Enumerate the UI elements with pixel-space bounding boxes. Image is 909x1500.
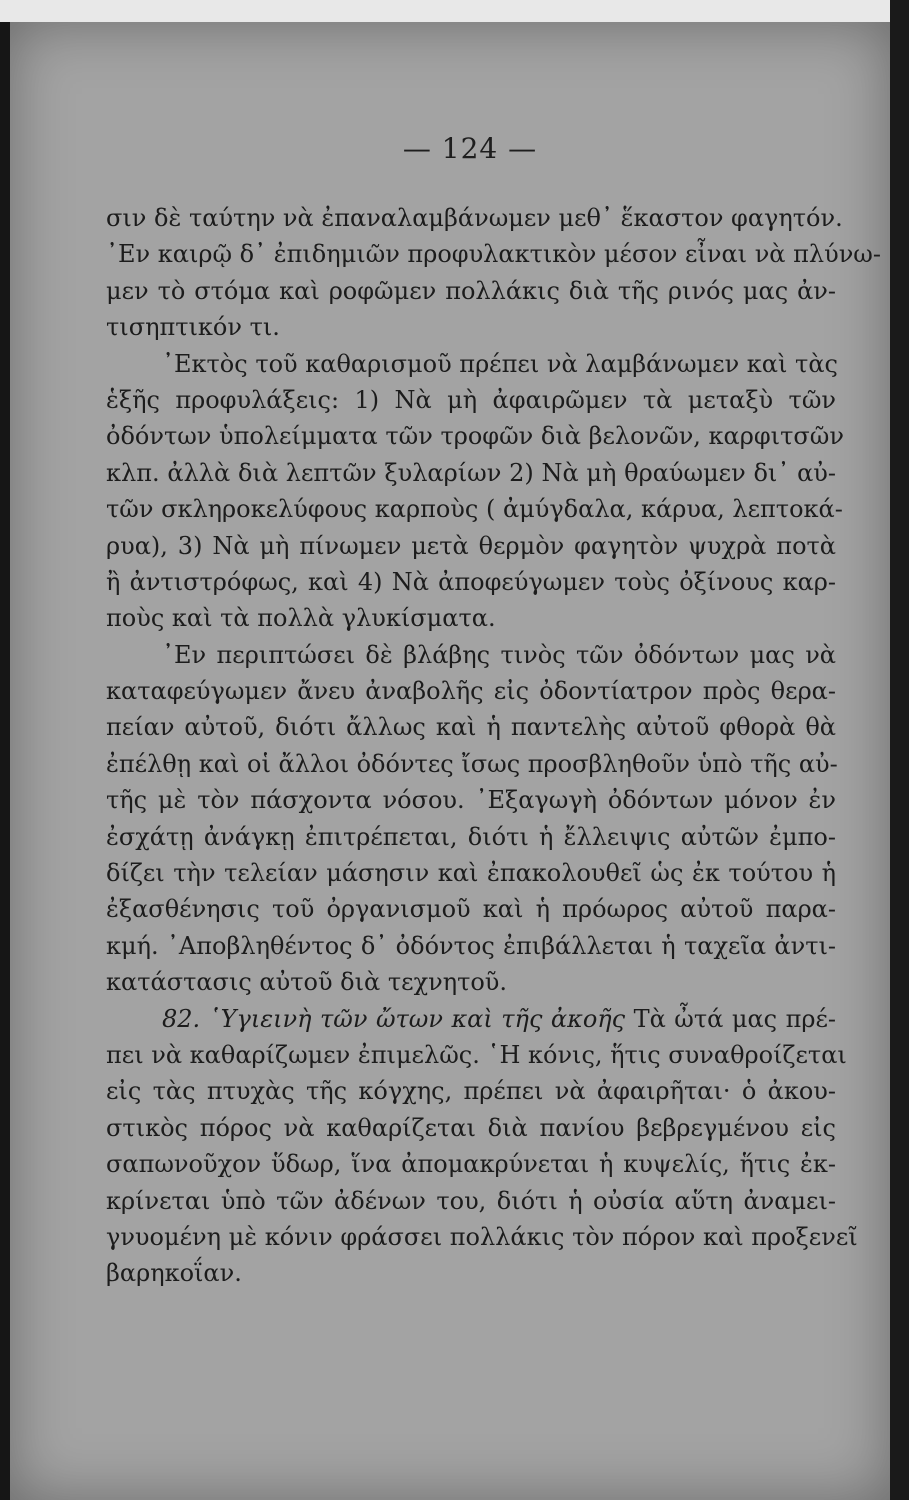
section-heading: ῾Υγιεινὴ τῶν ὤτων καὶ τῆς ἀκοῆς xyxy=(208,1004,626,1033)
text-line: ᾽Εν καιρῷ δ᾽ ἐπιδημιῶν προφυλακτικὸν μέσον εἶναι νὰ πλύνω- xyxy=(106,240,881,269)
text-line: ὀδόντων ὑπολείμματα τῶν τροφῶν διὰ βελονῶν, καρφιτσῶν xyxy=(106,422,844,451)
page-number: — 124 — xyxy=(402,132,538,165)
text-line: πείαν αὐτοῦ, διότι ἄλλως καὶ ἡ παντελὴς αὐτοῦ φθορὰ θὰ xyxy=(106,713,836,742)
text-line: τῆς μὲ τὸν πάσχοντα νόσου. ᾽Εξαγωγὴ ὀδόντων μόνον ἐν xyxy=(106,786,836,815)
text-line: μεν τὸ στόμα καὶ ροφῶμεν πολλάκις διὰ τῆς ρινός μας ἀν- xyxy=(106,276,836,305)
section-text-line: πει νὰ καθαρίζωμεν ἐπιμελῶς. ῾Η κόνις, ἥτις συναθροίζεται xyxy=(106,1040,847,1069)
text-line: κατάστασις αὐτοῦ διὰ τεχνητοῦ. xyxy=(106,968,508,997)
section-text-line: στικὸς πόρος νὰ καθαρίζεται διὰ πανίου βεβρεγμένου εἰς xyxy=(106,1113,836,1142)
text-line: κλπ. ἀλλὰ διὰ λεπτῶν ξυλαρίων 2) Νὰ μὴ θραύωμεν δι᾽ αὐ- xyxy=(106,458,836,487)
text-line: ἐξασθένησις τοῦ ὀργανισμοῦ καὶ ἡ πρόωρος αὐτοῦ παρα- xyxy=(106,895,836,924)
book-spine-edge xyxy=(890,0,909,1500)
text-line: ᾽Εν περιπτώσει δὲ βλάβης τινὸς τῶν ὀδόντων μας νὰ xyxy=(162,640,836,669)
text-line: ποὺς καὶ τὰ πολλὰ γλυκίσματα. xyxy=(106,604,496,633)
text-line: δίζει τὴν τελείαν μάσησιν καὶ ἐπακολουθεῖ ὡς ἐκ τούτου ἡ xyxy=(106,859,836,888)
text-line: ἑξῆς προφυλάξεις: 1) Νὰ μὴ ἀφαιρῶμεν τὰ μεταξὺ τῶν xyxy=(106,385,836,414)
section-text-line: βαρηκοΐαν. xyxy=(106,1259,242,1288)
text-line: τῶν σκληροκελύφους καρποὺς ( ἀμύγδαλα, κάρυα, λεπτοκά- xyxy=(106,495,843,524)
text-line: ᾽Εκτὸς τοῦ καθαρισμοῦ πρέπει νὰ λαμβάνωμεν καὶ τὰς xyxy=(162,349,838,378)
text-line: ἐσχάτῃ ἀνάγκῃ ἐπιτρέπεται, διότι ἡ ἔλλειψις αὐτῶν ἐμπο- xyxy=(106,822,836,851)
section-text-line: σαπωνοῦχον ὕδωρ, ἵνα ἀπομακρύνεται ἡ κυψελίς, ἥτις ἐκ- xyxy=(106,1150,836,1179)
section-heading-line xyxy=(106,1001,836,1037)
body-text xyxy=(106,200,881,1292)
text-line: σιν δὲ ταύτην νὰ ἐπαναλαμβάνωμεν μεθ᾽ ἕκαστον φαγητόν. xyxy=(106,204,843,232)
section-text-line: εἰς τὰς πτυχὰς τῆς κόγχης, πρέπει νὰ ἀφαιρῆται· ὁ ἀκου- xyxy=(106,1077,836,1106)
text-line: ἐπέλθῃ καὶ οἱ ἄλλοι ὀδόντες ἴσως προσβληθοῦν ὑπὸ τῆς αὐ- xyxy=(106,749,838,778)
section-first-line-text: Τὰ ὦτά μας πρέ- xyxy=(633,1004,836,1033)
text-line: ἢ ἀντιστρόφως, καὶ 4) Νὰ ἀποφεύγωμεν τοὺς ὀξίνους καρ- xyxy=(106,567,836,596)
section-text-line: γνυομένη μὲ κόνιν φράσσει πολλάκις τὸν πόρον καὶ προξενεῖ xyxy=(106,1222,858,1251)
text-line: καταφεύγωμεν ἄνευ ἀναβολῆς εἰς ὀδοντίατρον πρὸς θερα- xyxy=(106,677,836,706)
page-top-edge xyxy=(0,0,909,22)
section-number: 82. xyxy=(162,1004,201,1033)
text-line: ρυα), 3) Νὰ μὴ πίνωμεν μετὰ θερμὸν φαγητὸν ψυχρὰ ποτὰ xyxy=(106,531,836,560)
section-text-line: κρίνεται ὑπὸ τῶν ἀδένων του, διότι ἡ οὐσία αὕτη ἀναμει- xyxy=(106,1186,836,1215)
text-line: τισηπτικόν τι. xyxy=(106,313,280,342)
text-line: κμή. ᾽Αποβληθέντος δ᾽ ὀδόντος ἐπιβάλλεται ἡ ταχεῖα ἀντι- xyxy=(106,931,836,960)
